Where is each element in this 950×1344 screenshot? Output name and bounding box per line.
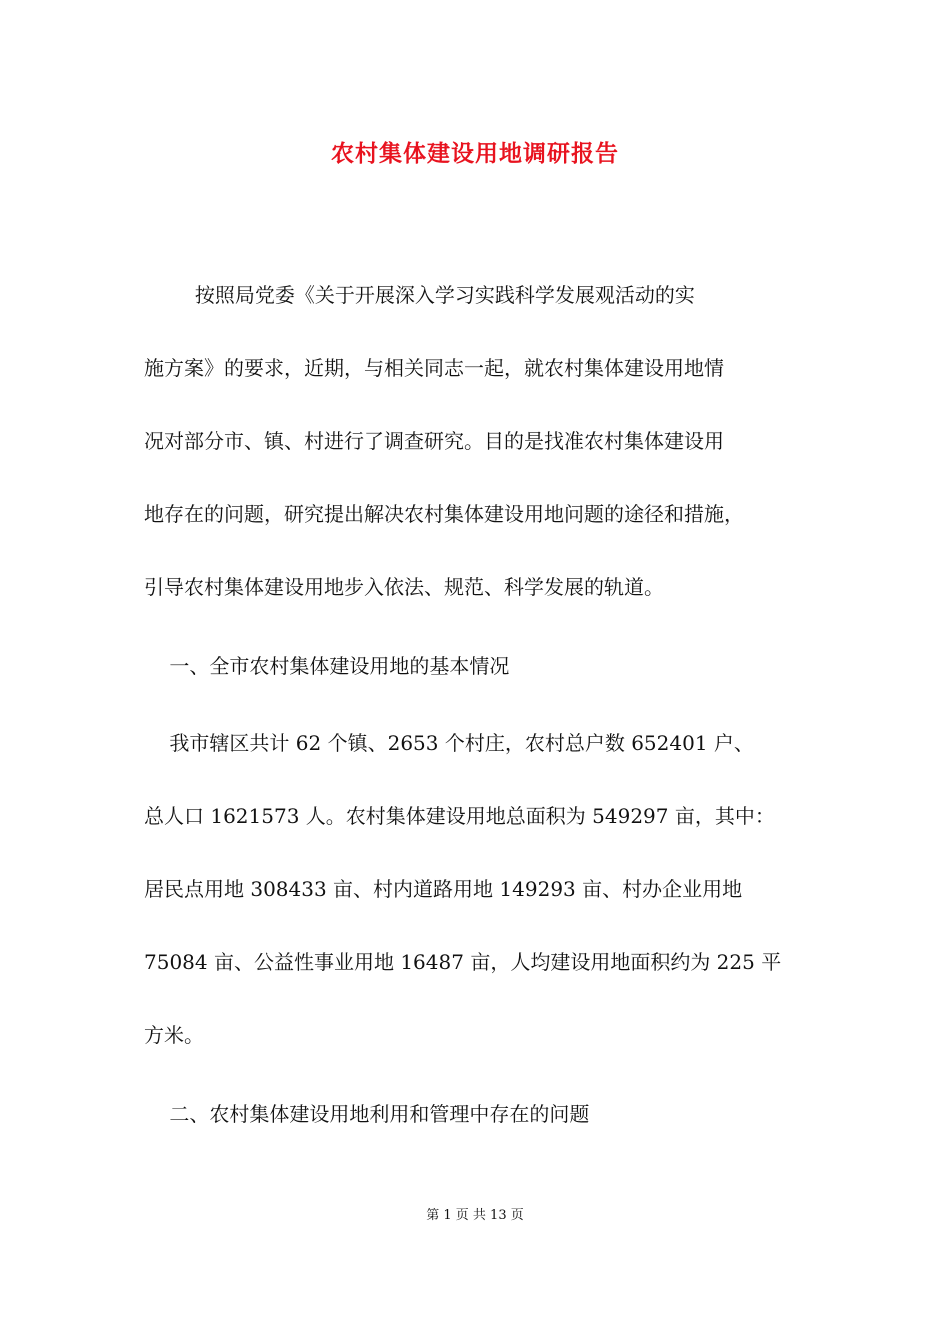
body-line: 引导农村集体建设用地步入依法、规范、科学发展的轨道。 [144, 575, 664, 599]
body-line: 施方案》的要求，近期，与相关同志一起，就农村集体建设用地情 [144, 356, 724, 380]
document-title: 农村集体建设用地调研报告 [331, 140, 619, 167]
body-line: 况对部分市、镇、村进行了调查研究。目的是找准农村集体建设用 [144, 429, 724, 453]
page-number-footer: 第 1 页 共 13 页 [426, 1208, 524, 1223]
body-line: 我市辖区共计 62 个镇、2653 个村庄，农村总户数 652401 户、 [144, 731, 754, 755]
section-heading-1: 一、全市农村集体建设用地的基本情况 [144, 654, 510, 678]
body-line: 居民点用地 308433 亩、村内道路用地 149293 亩、村办企业用地 [144, 877, 743, 901]
body-line: 方米。 [144, 1023, 204, 1047]
body-line: 地存在的问题，研究提出解决农村集体建设用地问题的途径和措施， [144, 502, 744, 526]
body-line: 按照局党委《关于开展深入学习实践科学发展观活动的实 [144, 283, 695, 307]
body-line: 75084 亩、公益性事业用地 16487 亩，人均建设用地面积约为 225 平 [144, 950, 782, 974]
section-heading-2: 二、农村集体建设用地利用和管理中存在的问题 [144, 1102, 590, 1126]
body-line: 总人口 1621573 人。农村集体建设用地总面积为 549297 亩，其中： [144, 804, 775, 828]
